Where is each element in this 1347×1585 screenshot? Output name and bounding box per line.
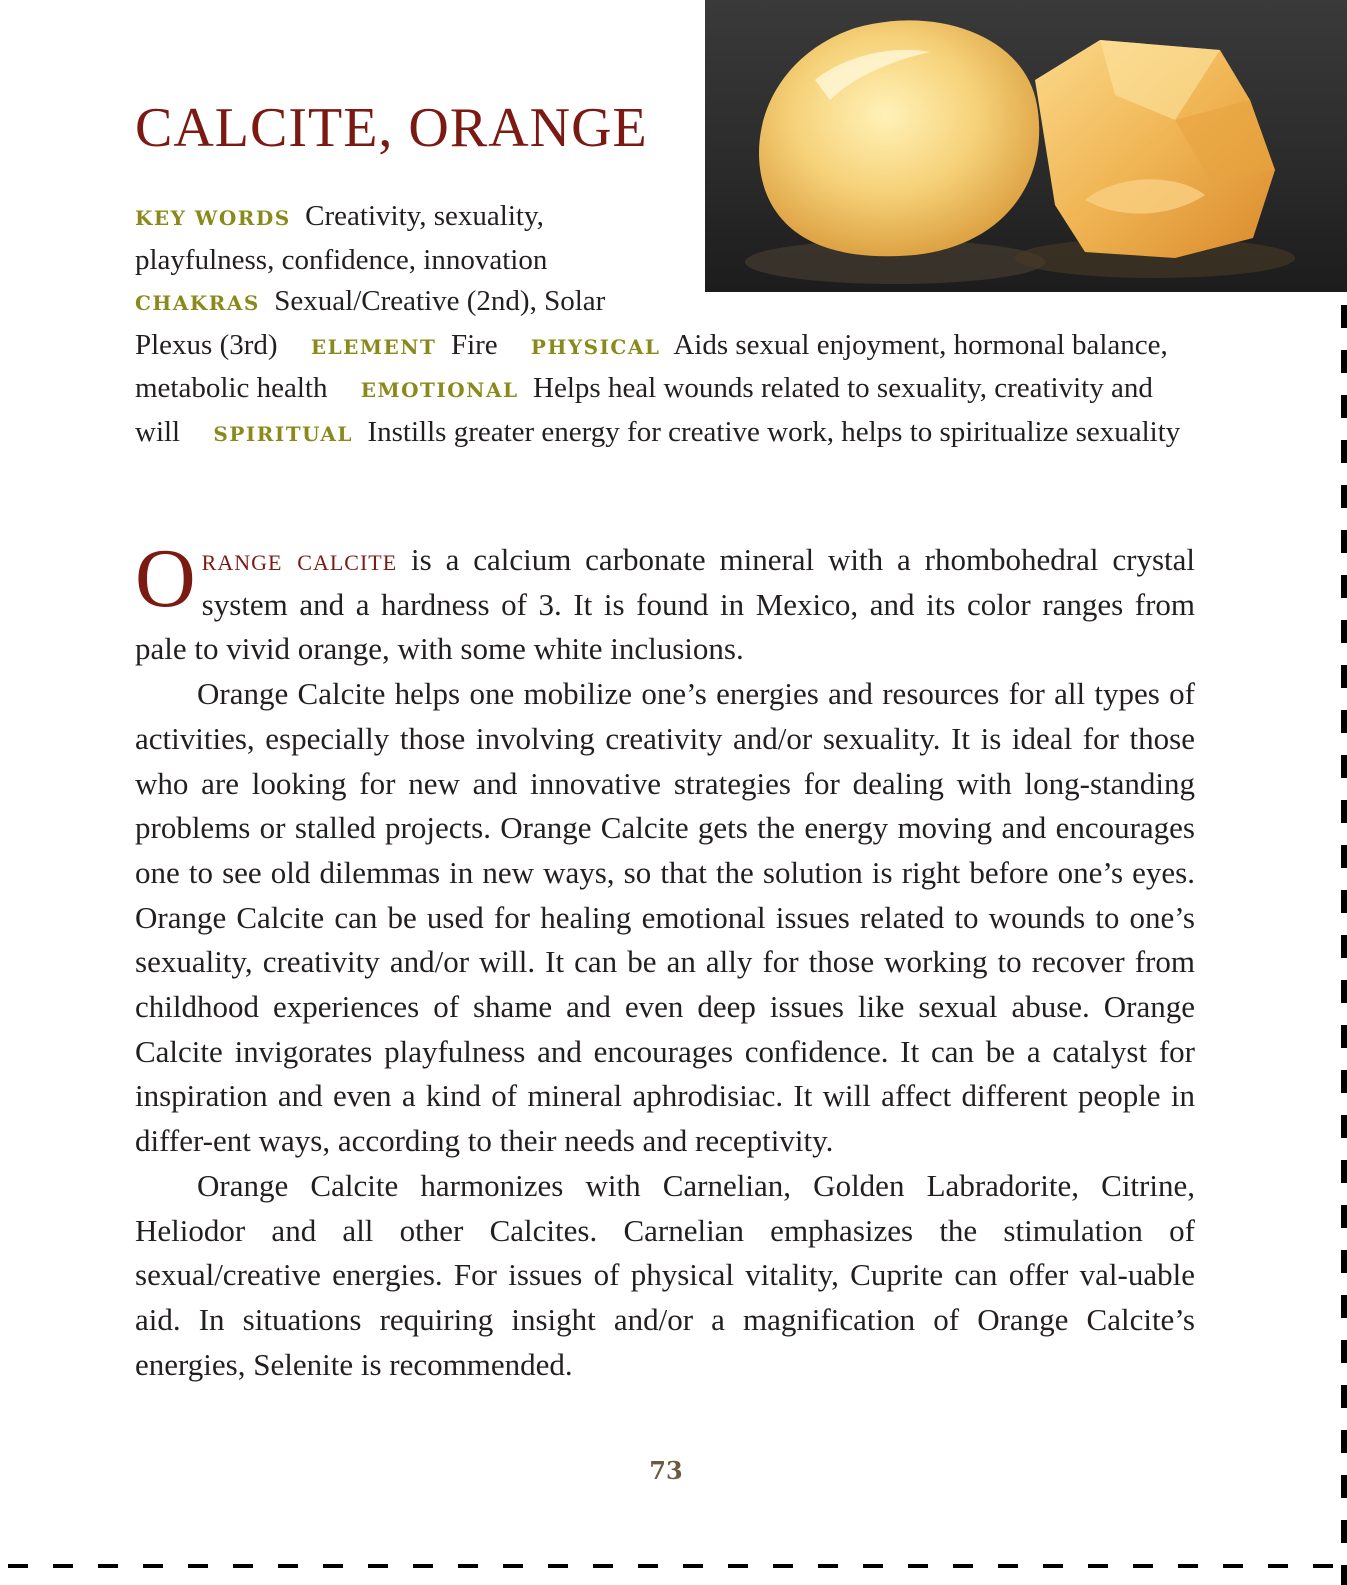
page-title: CALCITE, ORANGE (135, 97, 648, 159)
chakras-value: Sexual/Creative (2nd), Solar (274, 285, 606, 317)
spiritual-label: SPIRITUAL (213, 421, 353, 446)
emotional-label: EMOTIONAL (360, 378, 519, 402)
spiritual-value: Instills greater energy for creative work, helps to spiritualize sexuality (367, 415, 1181, 448)
paragraph-1 (135, 532, 1195, 672)
element-label: ELEMENT (310, 334, 437, 359)
chakras-value-cont: Plexus (3rd) (135, 328, 278, 361)
crop-marks-bottom (8, 1564, 1347, 1568)
dropcap: O (135, 532, 196, 625)
physical-label: PHYSICAL (530, 334, 661, 359)
paragraph-1-text: is a calcium carbonate mineral with a rhombohedral crystal system and a hardness of 3. It is found in Mexico, and its color ranges from pale to vivid orange, with some white inclusions. (135, 542, 1195, 667)
lead-smallcaps: range calcite (201, 542, 398, 577)
crop-marks-right (1341, 305, 1347, 1585)
page-number: 73 (649, 1456, 683, 1485)
emotional-value: Helps heal wounds related to sexuality, creativity and will (135, 372, 1153, 448)
attributes-block (135, 196, 1205, 455)
keywords-value-cont: playfulness, confidence, innovation (135, 243, 548, 276)
physical-value: Aids sexual enjoyment, hormonal balance, metabolic health (135, 328, 1168, 404)
chakras-label: CHAKRAS (135, 291, 260, 315)
paragraph-3: Orange Calcite harmonizes with Carnelian, Golden Labradorite, Citrine, Heliodor and all other Calcites. Carnelian emphasizes the stimulation of sexual/creative energies. For issues of physical vitality, Cuprite can offer val-uable aid. In situations requiring insight and/or a magnification of Orange Calcite’s energies, Selenite is recommended. (135, 1167, 1195, 1382)
element-value: Fire (450, 328, 498, 361)
attributes-narrow (135, 196, 635, 325)
body-text (135, 532, 1195, 1387)
keywords-label: KEY WORDS (135, 206, 291, 230)
paragraph-2: Orange Calcite helps one mobilize one’s energies and resources for all types of activities, especially those involving creativity and/or sexuality. It is ideal for those who are looking for new and innovative strategies for dealing with long-standing problems or stalled projects. Orange Calcite gets the energy moving and encourages one to see old dilemmas in new ways, so that the solution is right before one’s eyes. Orange Calcite can be used for healing emotional issues related to wounds to one’s sexuality, creativity and/or will. It can be an ally for those working to recover from childhood experiences of shame and even deep issues like sexual abuse. Orange Calcite invigorates playfulness and encourages confidence. It can be a catalyst for inspiration and even a kind of mineral aphrodisiac. It will affect different people in differ-ent ways, according to their needs and receptivity. (135, 676, 1195, 1159)
keywords-value: Creativity, sexuality, (305, 200, 544, 232)
